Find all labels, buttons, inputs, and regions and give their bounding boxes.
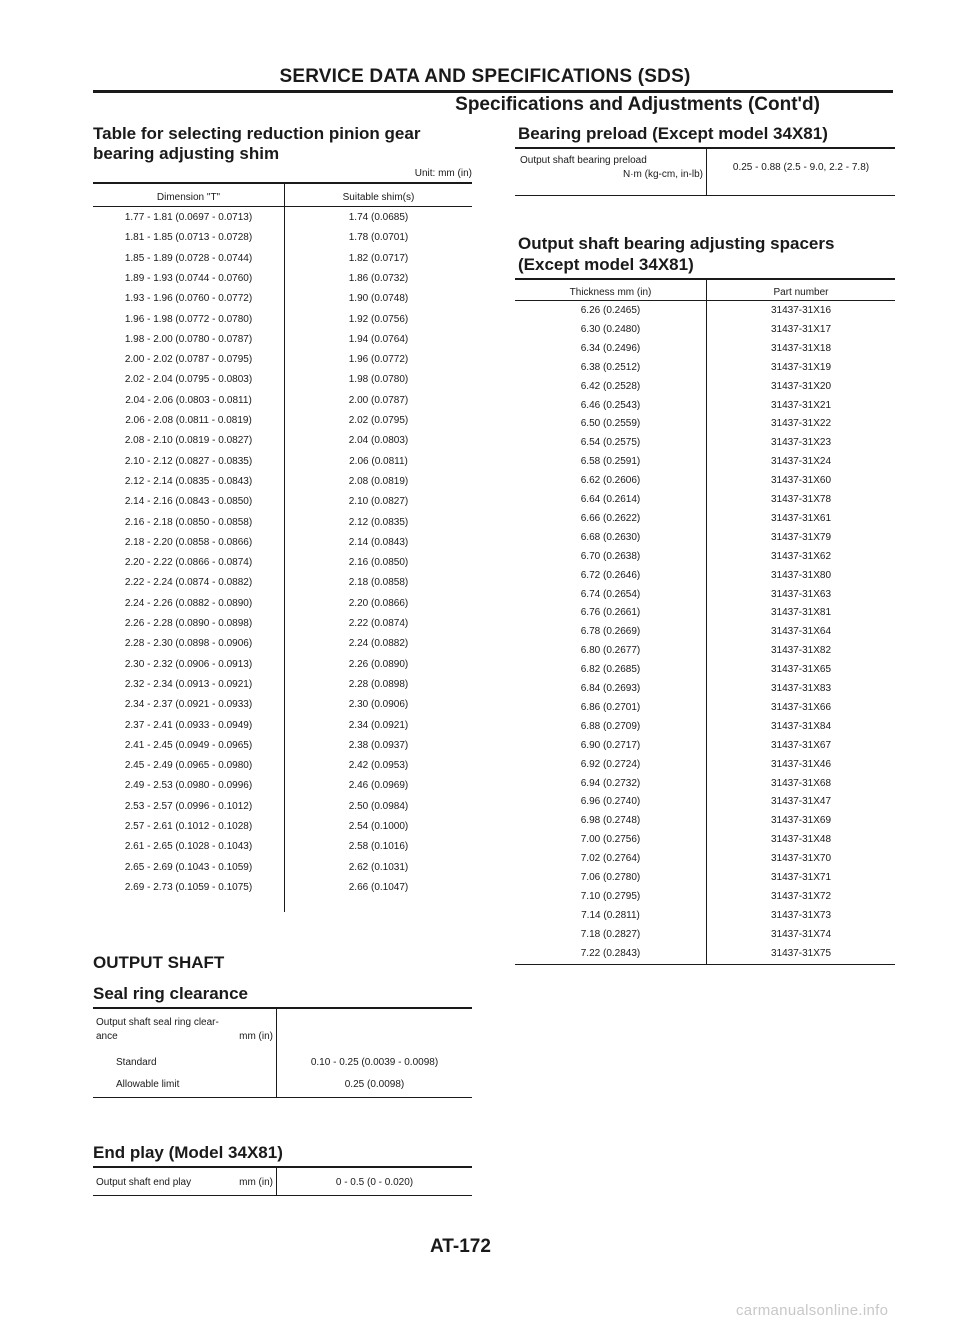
spacer-thickness-cell: 6.34 (0.2496)	[580, 342, 641, 354]
shim-dimension-cell: 2.00 - 2.02 (0.0787 - 0.0795)	[124, 354, 253, 366]
spacer-thickness-cell: 6.78 (0.2669)	[580, 626, 641, 638]
shim-dimension-cell: 2.37 - 2.41 (0.0933 - 0.0949)	[124, 719, 253, 731]
spacers-header-rule	[515, 300, 895, 301]
shim-dimension-cell: 1.81 - 1.85 (0.0713 - 0.0728)	[124, 232, 253, 244]
spacer-part-number-cell: 31437-31X75	[770, 947, 832, 959]
spacer-part-number-cell: 31437-31X83	[770, 683, 832, 694]
shim-size-cell: 2.30 (0.0906)	[348, 699, 409, 711]
spacer-part-number-cell: 31437-31X84	[770, 720, 832, 732]
shim-size-cell: 2.54 (0.1000)	[348, 821, 409, 832]
preload-top-rule	[515, 147, 895, 149]
shim-table-title-line2: bearing adjusting shim	[93, 144, 280, 163]
spacer-thickness-cell: 7.00 (0.2756)	[580, 834, 641, 846]
shim-dimension-cell: 1.85 - 1.89 (0.0728 - 0.0744)	[124, 252, 253, 264]
shim-dimension-cell: 2.49 - 2.53 (0.0980 - 0.0996)	[124, 780, 253, 792]
header-rule	[93, 90, 893, 93]
spacer-thickness-cell: 6.42 (0.2528)	[580, 380, 641, 392]
shim-size-cell: 2.58 (0.1016)	[348, 841, 409, 853]
shim-size-cell: 2.12 (0.0835)	[348, 516, 409, 528]
shim-dimension-cell: 2.65 - 2.69 (0.1043 - 0.1059)	[124, 861, 253, 873]
end-play-top-rule	[93, 1166, 472, 1168]
spacer-part-number-cell: 31437-31X80	[770, 569, 832, 581]
shim-size-cell: 2.26 (0.0890)	[348, 658, 409, 670]
spacer-thickness-cell: 6.30 (0.2480)	[580, 323, 641, 335]
shim-col-header-dimension: Dimension "T"	[156, 192, 221, 203]
shim-dimension-cell: 2.61 - 2.65 (0.1028 - 0.1043)	[124, 841, 253, 853]
shim-size-cell: 1.86 (0.0732)	[348, 272, 409, 284]
spacer-part-number-cell: 31437-31X24	[770, 456, 832, 468]
spacer-part-number-cell: 31437-31X68	[770, 777, 832, 789]
spacer-thickness-cell: 6.66 (0.2622)	[580, 512, 641, 524]
shim-dimension-cell: 2.08 - 2.10 (0.0819 - 0.0827)	[124, 435, 253, 447]
spacer-thickness-cell: 7.14 (0.2811)	[581, 909, 640, 921]
spacer-thickness-cell: 6.74 (0.2654)	[580, 588, 641, 600]
spacer-part-number-cell: 31437-31X16	[770, 305, 832, 316]
shim-dimension-cell: 2.28 - 2.30 (0.0898 - 0.0906)	[124, 638, 253, 650]
output-shaft-heading: OUTPUT SHAFT	[93, 953, 225, 972]
shim-table-unit: Unit: mm (in)	[414, 168, 472, 179]
shim-size-cell: 2.14 (0.0843)	[348, 536, 409, 548]
spacer-thickness-cell: 6.50 (0.2559)	[580, 418, 641, 430]
shim-dimension-cell: 2.22 - 2.24 (0.0874 - 0.0882)	[124, 577, 253, 589]
spacer-part-number-cell: 31437-31X19	[770, 361, 832, 373]
shim-size-cell: 2.20 (0.0866)	[348, 597, 409, 609]
spacer-thickness-cell: 6.90 (0.2717)	[580, 739, 641, 751]
spacer-part-number-cell: 31437-31X71	[770, 872, 832, 883]
shim-size-cell: 2.46 (0.0969)	[348, 780, 409, 792]
spacer-part-number-cell: 31437-31X67	[770, 739, 832, 751]
spacer-part-number-cell: 31437-31X78	[770, 494, 832, 505]
spacer-part-number-cell: 31437-31X79	[770, 531, 832, 543]
spacer-part-number-cell: 31437-31X70	[770, 853, 832, 865]
spacer-part-number-cell: 31437-31X17	[770, 323, 832, 335]
shim-size-cell: 2.00 (0.0787)	[348, 394, 409, 406]
shim-dimension-cell: 2.04 - 2.06 (0.0803 - 0.0811)	[125, 394, 252, 406]
shim-size-cell: 2.04 (0.0803)	[348, 435, 409, 447]
spacer-thickness-cell: 6.64 (0.2614)	[580, 494, 641, 505]
spacer-part-number-cell: 31437-31X72	[770, 890, 832, 902]
shim-table-top-rule	[93, 182, 472, 184]
page-subtitle: Specifications and Adjustments (Cont'd)	[455, 94, 820, 115]
spacer-thickness-cell: 7.10 (0.2795)	[580, 890, 641, 902]
shim-dimension-cell: 2.34 - 2.37 (0.0921 - 0.0933)	[124, 699, 253, 711]
spacer-part-number-cell: 31437-31X47	[770, 796, 832, 808]
page-number: AT-172	[430, 1236, 491, 1257]
end-play-label: Output shaft end play	[96, 1177, 192, 1188]
spacer-part-number-cell: 31437-31X23	[770, 437, 832, 449]
shim-dimension-cell: 2.18 - 2.20 (0.0858 - 0.0866)	[124, 536, 253, 548]
preload-label-line1: Output shaft bearing preload	[520, 155, 647, 166]
shim-size-cell: 1.96 (0.0772)	[348, 354, 409, 366]
spacer-thickness-cell: 6.38 (0.2512)	[580, 361, 641, 373]
spacer-thickness-cell: 6.62 (0.2606)	[580, 475, 641, 487]
shim-dimension-cell: 1.96 - 1.98 (0.0772 - 0.0780)	[124, 313, 253, 325]
spacer-part-number-cell: 31437-31X65	[770, 664, 832, 676]
spacer-thickness-cell: 6.84 (0.2693)	[580, 683, 641, 694]
spacer-thickness-cell: 6.54 (0.2575)	[580, 437, 641, 449]
shim-size-cell: 1.92 (0.0756)	[348, 313, 409, 325]
spacer-thickness-cell: 6.98 (0.2748)	[580, 815, 641, 827]
spacer-thickness-cell: 6.88 (0.2709)	[580, 720, 641, 732]
shim-dimension-cell: 2.32 - 2.34 (0.0913 - 0.0921)	[124, 678, 253, 690]
spacer-thickness-cell: 7.22 (0.2843)	[580, 947, 641, 959]
shim-size-cell: 2.42 (0.0953)	[348, 760, 409, 772]
seal-table-top-rule	[93, 1007, 472, 1009]
shim-size-cell: 1.90 (0.0748)	[348, 293, 409, 305]
shim-dimension-cell: 2.14 - 2.16 (0.0843 - 0.0850)	[124, 496, 253, 508]
shim-size-cell: 1.74 (0.0685)	[348, 212, 409, 223]
shim-dimension-cell: 2.10 - 2.12 (0.0827 - 0.0835)	[124, 455, 253, 467]
spacers-title-line2: (Except model 34X81)	[518, 255, 694, 274]
seal-table-bottom-rule	[93, 1097, 472, 1098]
spacer-part-number-cell: 31437-31X61	[770, 512, 832, 524]
shim-size-cell: 2.66 (0.1047)	[348, 881, 409, 893]
spacer-thickness-cell: 7.18 (0.2827)	[580, 928, 641, 940]
shim-dimension-cell: 2.45 - 2.49 (0.0965 - 0.0980)	[124, 760, 253, 772]
shim-dimension-cell: 2.16 - 2.18 (0.0850 - 0.0858)	[124, 516, 253, 528]
seal-standard-label: Standard	[116, 1057, 157, 1068]
shim-dimension-cell: 2.02 - 2.04 (0.0795 - 0.0803)	[124, 374, 253, 386]
shim-dimension-cell: 1.89 - 1.93 (0.0744 - 0.0760)	[124, 272, 253, 284]
spacer-thickness-cell: 7.02 (0.2764)	[580, 853, 641, 865]
shim-size-cell: 2.10 (0.0827)	[348, 496, 409, 508]
spacer-part-number-cell: 31437-31X74	[770, 928, 832, 940]
spacer-part-number-cell: 31437-31X66	[770, 701, 832, 713]
spacers-col-header-thickness: Thickness mm (in)	[569, 287, 652, 298]
end-play-bottom-rule	[93, 1195, 472, 1196]
spacers-title-line1: Output shaft bearing adjusting spacers	[518, 234, 835, 253]
shim-dimension-cell: 1.98 - 2.00 (0.0780 - 0.0787)	[124, 333, 253, 345]
spacer-thickness-cell: 6.70 (0.2638)	[580, 550, 641, 562]
spacer-part-number-cell: 31437-31X62	[770, 550, 832, 562]
shim-size-cell: 2.28 (0.0898)	[348, 678, 409, 690]
shim-size-cell: 2.16 (0.0850)	[348, 557, 409, 569]
spacer-part-number-cell: 31437-31X21	[770, 399, 832, 411]
spacer-part-number-cell: 31437-31X63	[770, 588, 832, 600]
shim-size-cell: 2.38 (0.0937)	[348, 739, 409, 751]
end-play-title: End play (Model 34X81)	[93, 1143, 283, 1162]
spacer-part-number-cell: 31437-31X73	[770, 909, 832, 921]
spacer-thickness-cell: 6.76 (0.2661)	[580, 607, 641, 619]
shim-dimension-cell: 2.69 - 2.73 (0.1059 - 0.1075)	[124, 881, 253, 893]
spacer-part-number-cell: 31437-31X64	[770, 626, 832, 638]
end-play-unit: mm (in)	[239, 1177, 273, 1188]
shim-dimension-cell: 2.53 - 2.57 (0.0996 - 0.1012)	[124, 800, 253, 812]
spacer-thickness-cell: 6.82 (0.2685)	[580, 664, 641, 676]
end-play-value: 0 - 0.5 (0 - 0.020)	[335, 1177, 414, 1188]
seal-label-line1: Output shaft seal ring clear-	[96, 1017, 219, 1028]
spacer-part-number-cell: 31437-31X81	[770, 607, 832, 619]
shim-size-cell: 1.78 (0.0701)	[348, 232, 409, 244]
spacer-part-number-cell: 31437-31X22	[770, 418, 832, 430]
shim-dimension-cell: 1.77 - 1.81 (0.0697 - 0.0713)	[124, 212, 253, 223]
shim-col-header-shim: Suitable shim(s)	[342, 192, 415, 203]
spacer-thickness-cell: 6.96 (0.2740)	[580, 796, 641, 808]
spacer-thickness-cell: 6.68 (0.2630)	[580, 531, 641, 543]
preload-label-line2: N·m (kg-cm, in-lb)	[623, 169, 703, 180]
shim-dimension-cell: 2.30 - 2.32 (0.0906 - 0.0913)	[124, 658, 253, 670]
shim-header-rule	[93, 206, 472, 207]
seal-allowable-value: 0.25 (0.0098)	[344, 1079, 405, 1090]
spacers-bottom-rule	[515, 964, 895, 965]
shim-size-cell: 1.82 (0.0717)	[348, 252, 409, 264]
spacer-thickness-cell: 6.86 (0.2701)	[580, 701, 641, 713]
spacer-thickness-cell: 6.94 (0.2732)	[580, 777, 641, 789]
bearing-preload-title: Bearing preload (Except model 34X81)	[518, 124, 828, 143]
shim-size-cell: 2.62 (0.1031)	[348, 861, 409, 873]
seal-ring-title: Seal ring clearance	[93, 984, 248, 1003]
shim-size-cell: 1.98 (0.0780)	[348, 374, 409, 386]
spacers-col-header-part: Part number	[773, 287, 829, 298]
shim-size-cell: 2.24 (0.0882)	[348, 638, 409, 650]
shim-dimension-cell: 2.26 - 2.28 (0.0890 - 0.0898)	[124, 618, 253, 629]
spacer-thickness-cell: 7.06 (0.2780)	[580, 872, 641, 883]
shim-size-cell: 2.18 (0.0858)	[348, 577, 409, 589]
shim-dimension-cell: 2.06 - 2.08 (0.0811 - 0.0819)	[125, 415, 252, 426]
spacer-part-number-cell: 31437-31X48	[770, 834, 832, 846]
shim-size-cell: 2.08 (0.0819)	[348, 475, 409, 487]
spacer-thickness-cell: 6.46 (0.2543)	[580, 399, 641, 411]
seal-label-unit: mm (in)	[239, 1031, 273, 1042]
watermark: carmanualsonline.info	[736, 1302, 889, 1319]
spacer-part-number-cell: 31437-31X60	[770, 475, 832, 487]
shim-size-cell: 1.94 (0.0764)	[348, 333, 409, 345]
seal-label-line2: ance	[96, 1031, 118, 1042]
seal-allowable-label: Allowable limit	[116, 1079, 180, 1090]
shim-dimension-cell: 1.93 - 1.96 (0.0760 - 0.0772)	[124, 293, 253, 305]
spacer-thickness-cell: 6.92 (0.2724)	[580, 758, 641, 770]
shim-dimension-cell: 2.20 - 2.22 (0.0866 - 0.0874)	[124, 557, 253, 569]
shim-size-cell: 2.06 (0.0811)	[349, 455, 408, 467]
shim-size-cell: 2.34 (0.0921)	[348, 719, 409, 731]
shim-table-title-line1: Table for selecting reduction pinion gear	[93, 124, 421, 143]
page-title: SERVICE DATA AND SPECIFICATIONS (SDS)	[279, 66, 691, 87]
spacer-thickness-cell: 6.80 (0.2677)	[580, 645, 641, 657]
shim-dimension-cell: 2.57 - 2.61 (0.1012 - 0.1028)	[124, 821, 253, 832]
spacer-thickness-cell: 6.72 (0.2646)	[580, 569, 641, 581]
spacer-thickness-cell: 6.58 (0.2591)	[580, 456, 641, 468]
spacers-top-rule	[515, 278, 895, 280]
seal-standard-value: 0.10 - 0.25 (0.0039 - 0.0098)	[310, 1057, 439, 1068]
spacer-part-number-cell: 31437-31X82	[770, 645, 832, 657]
shim-size-cell: 2.02 (0.0795)	[348, 415, 409, 426]
shim-dimension-cell: 2.41 - 2.45 (0.0949 - 0.0965)	[124, 739, 253, 751]
spacer-part-number-cell: 31437-31X18	[770, 342, 832, 354]
shim-dimension-cell: 2.12 - 2.14 (0.0835 - 0.0843)	[124, 475, 253, 487]
shim-size-cell: 2.22 (0.0874)	[348, 618, 409, 629]
shim-dimension-cell: 2.24 - 2.26 (0.0882 - 0.0890)	[124, 597, 253, 609]
spacer-part-number-cell: 31437-31X20	[770, 380, 832, 392]
preload-value: 0.25 - 0.88 (2.5 - 9.0, 2.2 - 7.8)	[732, 162, 870, 173]
preload-bottom-rule	[515, 195, 895, 196]
shim-size-cell: 2.50 (0.0984)	[348, 800, 409, 812]
spacer-part-number-cell: 31437-31X46	[770, 758, 832, 770]
spacer-part-number-cell: 31437-31X69	[770, 815, 832, 827]
spacer-thickness-cell: 6.26 (0.2465)	[580, 305, 641, 316]
